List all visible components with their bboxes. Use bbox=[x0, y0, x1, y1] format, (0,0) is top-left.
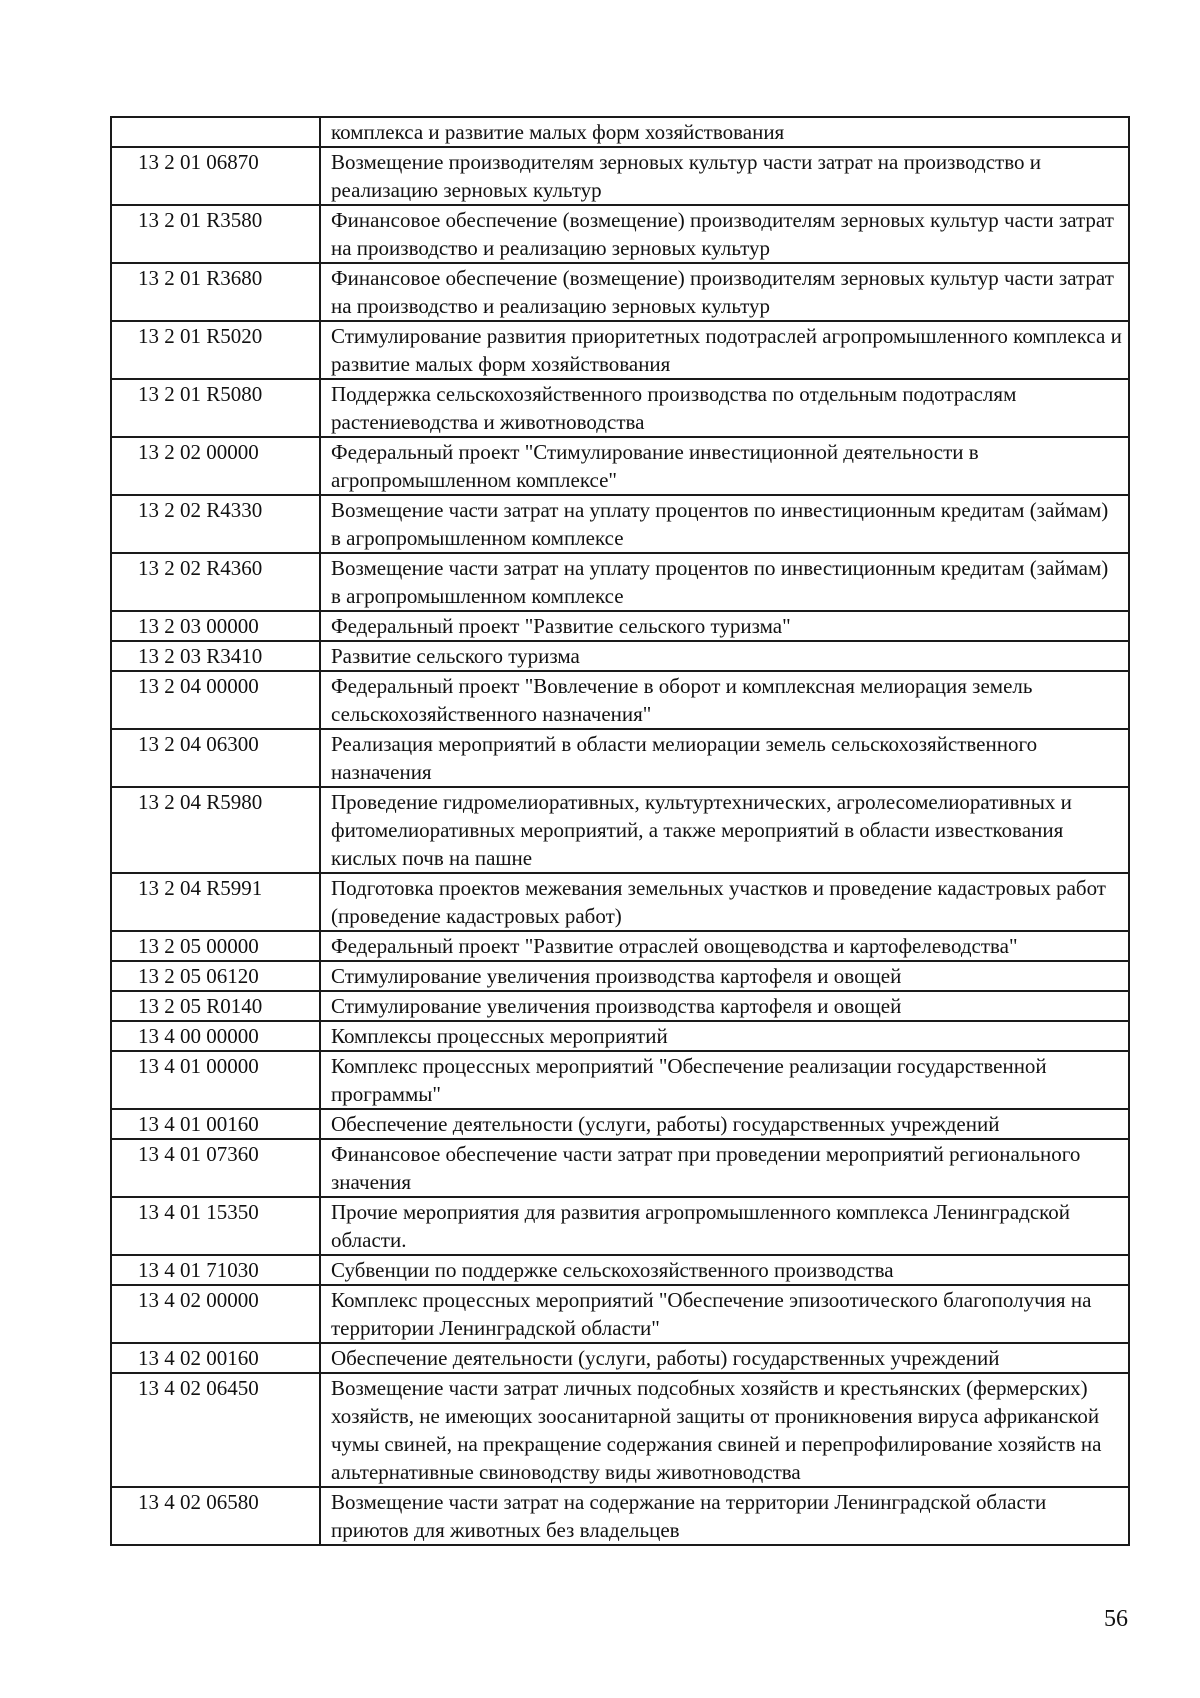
table-row bbox=[111, 1487, 1129, 1545]
code-cell: 13 4 02 06450 bbox=[111, 1373, 320, 1487]
description-cell: Стимулирование увеличения производства картофеля и овощей bbox=[320, 961, 1129, 991]
table-row bbox=[111, 873, 1129, 931]
table-row bbox=[111, 1255, 1129, 1285]
description-cell: Обеспечение деятельности (услуги, работы) государственных учреждений bbox=[320, 1343, 1129, 1373]
description-cell: Финансовое обеспечение части затрат при проведении мероприятий регионального значения bbox=[320, 1139, 1129, 1197]
description-cell: Обеспечение деятельности (услуги, работы) государственных учреждений bbox=[320, 1109, 1129, 1139]
table-row bbox=[111, 321, 1129, 379]
description-cell: Комплекс процессных мероприятий "Обеспечение эпизоотического благополучия на территории Ленинградской области" bbox=[320, 1285, 1129, 1343]
table-row bbox=[111, 611, 1129, 641]
table-row bbox=[111, 729, 1129, 787]
code-cell: 13 2 05 06120 bbox=[111, 961, 320, 991]
table-row bbox=[111, 787, 1129, 873]
code-cell: 13 4 01 00160 bbox=[111, 1109, 320, 1139]
description-cell: Реализация мероприятий в области мелиорации земель сельскохозяйственного назначения bbox=[320, 729, 1129, 787]
code-cell: 13 2 03 00000 bbox=[111, 611, 320, 641]
table-body bbox=[111, 117, 1129, 1545]
table-row bbox=[111, 205, 1129, 263]
description-cell: Стимулирование развития приоритетных подотраслей агропромышленного комплекса и развитие малых форм хозяйствования bbox=[320, 321, 1129, 379]
description-cell: Федеральный проект "Развитие сельского туризма" bbox=[320, 611, 1129, 641]
code-cell: 13 2 01 R3680 bbox=[111, 263, 320, 321]
description-cell: Субвенции по поддержке сельскохозяйственного производства bbox=[320, 1255, 1129, 1285]
description-cell: Федеральный проект "Стимулирование инвестиционной деятельности в агропромышленном комплексе" bbox=[320, 437, 1129, 495]
code-cell: 13 2 04 06300 bbox=[111, 729, 320, 787]
description-cell: Проведение гидромелиоративных, культуртехнических, агролесомелиоративных и фитомелиоративных мероприятий, а также мероприятий в области известкования кислых почв на пашне bbox=[320, 787, 1129, 873]
description-cell: Возмещение части затрат личных подсобных хозяйств и крестьянских (фермерских) хозяйств, не имеющих зоосанитарной защиты от проникновения вируса африканской чумы свиней, на прекращение содержания свиней и перепрофилирование хозяйств на альтернативные свиноводству виды животноводства bbox=[320, 1373, 1129, 1487]
description-cell: Прочие мероприятия для развития агропромышленного комплекса Ленинградской области. bbox=[320, 1197, 1129, 1255]
code-cell bbox=[111, 117, 320, 147]
code-cell: 13 4 00 00000 bbox=[111, 1021, 320, 1051]
code-cell: 13 2 04 R5991 bbox=[111, 873, 320, 931]
table-row bbox=[111, 961, 1129, 991]
code-cell: 13 2 03 R3410 bbox=[111, 641, 320, 671]
code-cell: 13 4 01 00000 bbox=[111, 1051, 320, 1109]
table-row bbox=[111, 1021, 1129, 1051]
table-row bbox=[111, 379, 1129, 437]
code-cell: 13 2 01 R3580 bbox=[111, 205, 320, 263]
code-cell: 13 2 01 06870 bbox=[111, 147, 320, 205]
code-cell: 13 4 01 15350 bbox=[111, 1197, 320, 1255]
table-row bbox=[111, 1051, 1129, 1109]
code-cell: 13 2 02 R4360 bbox=[111, 553, 320, 611]
table-row bbox=[111, 263, 1129, 321]
description-cell: комплекса и развитие малых форм хозяйствования bbox=[320, 117, 1129, 147]
table-row bbox=[111, 931, 1129, 961]
budget-code-table bbox=[110, 116, 1130, 1546]
description-cell: Поддержка сельскохозяйственного производства по отдельным подотраслям растениеводства и животноводства bbox=[320, 379, 1129, 437]
description-cell: Возмещение части затрат на уплату процентов по инвестиционным кредитам (займам) в агропромышленном комплексе bbox=[320, 495, 1129, 553]
code-cell: 13 2 05 00000 bbox=[111, 931, 320, 961]
table-row bbox=[111, 553, 1129, 611]
description-cell: Комплекс процессных мероприятий "Обеспечение реализации государственной программы" bbox=[320, 1051, 1129, 1109]
code-cell: 13 4 01 71030 bbox=[111, 1255, 320, 1285]
table-row bbox=[111, 1197, 1129, 1255]
table-row bbox=[111, 1285, 1129, 1343]
table-row bbox=[111, 671, 1129, 729]
code-cell: 13 4 02 06580 bbox=[111, 1487, 320, 1545]
code-cell: 13 4 02 00000 bbox=[111, 1285, 320, 1343]
code-cell: 13 2 05 R0140 bbox=[111, 991, 320, 1021]
description-cell: Возмещение части затрат на уплату процентов по инвестиционным кредитам (займам) в агропромышленном комплексе bbox=[320, 553, 1129, 611]
code-cell: 13 2 01 R5080 bbox=[111, 379, 320, 437]
table-row bbox=[111, 1139, 1129, 1197]
table-row bbox=[111, 147, 1129, 205]
description-cell: Федеральный проект "Развитие отраслей овощеводства и картофелеводства" bbox=[320, 931, 1129, 961]
page-number: 56 bbox=[1104, 1606, 1128, 1632]
table-row bbox=[111, 495, 1129, 553]
table-row bbox=[111, 437, 1129, 495]
description-cell: Развитие сельского туризма bbox=[320, 641, 1129, 671]
description-cell: Возмещение производителям зерновых культур части затрат на производство и реализацию зерновых культур bbox=[320, 147, 1129, 205]
description-cell: Финансовое обеспечение (возмещение) производителям зерновых культур части затрат на производство и реализацию зерновых культур bbox=[320, 205, 1129, 263]
table-row bbox=[111, 117, 1129, 147]
description-cell: Подготовка проектов межевания земельных участков и проведение кадастровых работ (проведение кадастровых работ) bbox=[320, 873, 1129, 931]
table-row bbox=[111, 991, 1129, 1021]
description-cell: Стимулирование увеличения производства картофеля и овощей bbox=[320, 991, 1129, 1021]
description-cell: Федеральный проект "Вовлечение в оборот и комплексная мелиорация земель сельскохозяйственного назначения" bbox=[320, 671, 1129, 729]
description-cell: Возмещение части затрат на содержание на территории Ленинградской области приютов для животных без владельцев bbox=[320, 1487, 1129, 1545]
table-row bbox=[111, 1109, 1129, 1139]
code-cell: 13 4 02 00160 bbox=[111, 1343, 320, 1373]
code-cell: 13 2 04 00000 bbox=[111, 671, 320, 729]
description-cell: Комплексы процессных мероприятий bbox=[320, 1021, 1129, 1051]
description-cell: Финансовое обеспечение (возмещение) производителям зерновых культур части затрат на производство и реализацию зерновых культур bbox=[320, 263, 1129, 321]
code-cell: 13 2 04 R5980 bbox=[111, 787, 320, 873]
code-cell: 13 2 02 00000 bbox=[111, 437, 320, 495]
table-row bbox=[111, 641, 1129, 671]
table-row bbox=[111, 1343, 1129, 1373]
code-cell: 13 2 02 R4330 bbox=[111, 495, 320, 553]
table-row bbox=[111, 1373, 1129, 1487]
code-cell: 13 4 01 07360 bbox=[111, 1139, 320, 1197]
code-cell: 13 2 01 R5020 bbox=[111, 321, 320, 379]
